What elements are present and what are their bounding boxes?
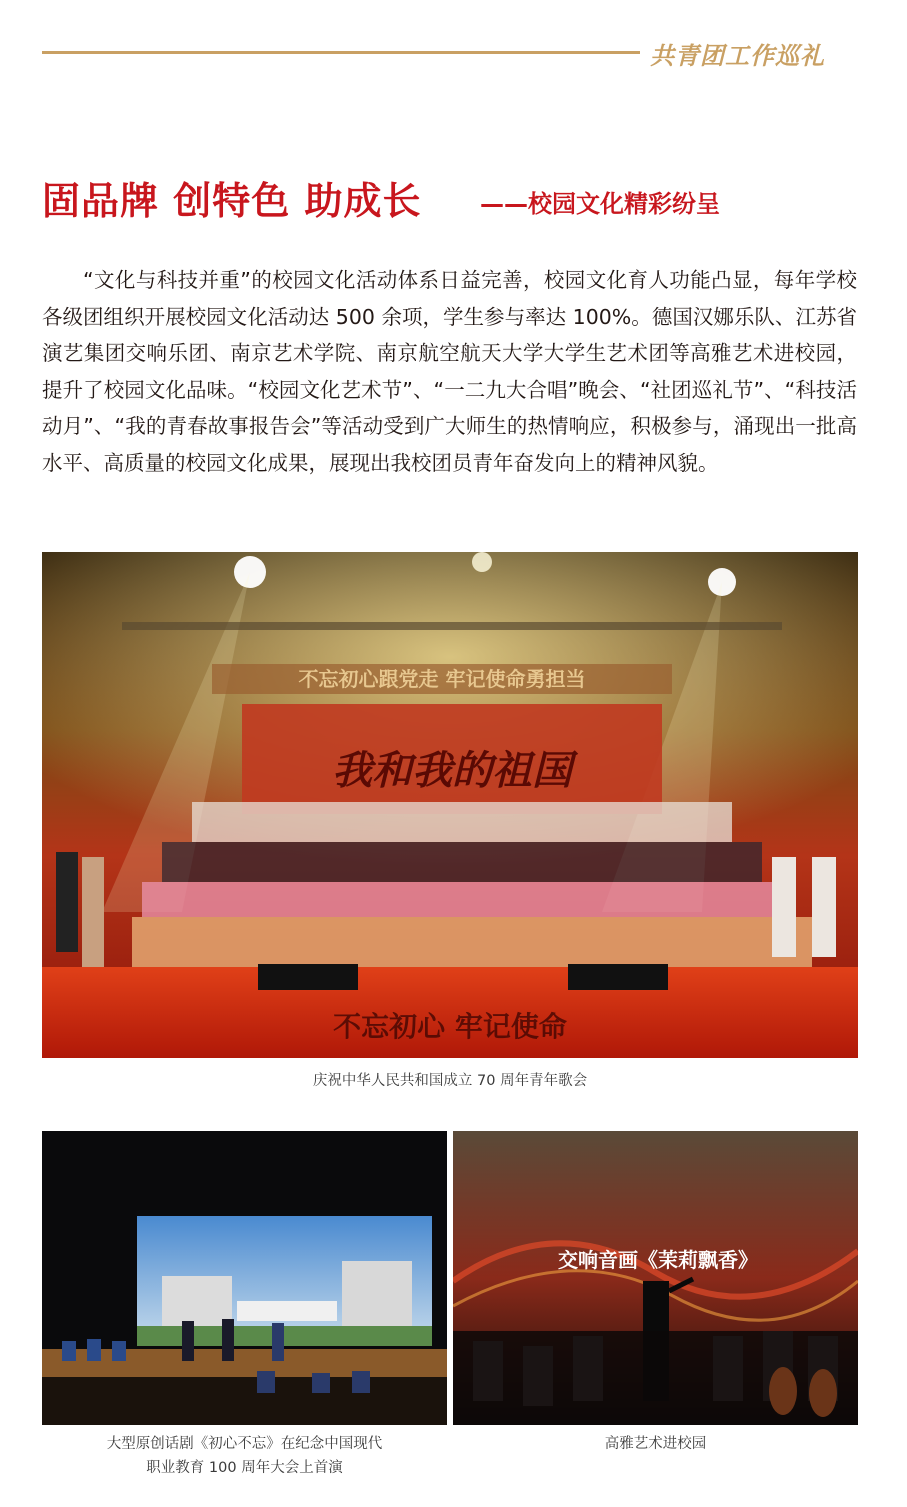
stage-title: 我和我的祖国 bbox=[332, 747, 572, 794]
page-subtitle: ——校园文化精彩纷呈 bbox=[480, 190, 720, 218]
screen-title: 交响音画《茉莉飘香》 bbox=[558, 1248, 758, 1272]
stage-front-text: 不忘初心 牢记使命 bbox=[333, 1010, 567, 1043]
drama-caption-line1: 大型原创话剧《初心不忘》在纪念中国现代 bbox=[106, 1436, 383, 1452]
concert-photo bbox=[42, 552, 858, 1058]
concert-caption: 庆祝中华人民共和国成立 70 周年青年歌会 bbox=[312, 1073, 588, 1089]
drama-caption-line2: 职业教育 100 周年大会上首演 bbox=[146, 1460, 343, 1476]
drama-photo bbox=[42, 1131, 447, 1425]
orchestra-caption: 高雅艺术进校园 bbox=[604, 1436, 707, 1452]
top-banner-text: 不忘初心跟党走 牢记使命勇担当 bbox=[298, 667, 586, 691]
page-title: 固品牌 创特色 助成长 bbox=[42, 179, 422, 223]
header-rule bbox=[42, 51, 640, 54]
body-paragraph: “文化与科技并重”的校园文化活动体系日益完善，校园文化育人功能凸显，每年学校各级团组织开展校园文化活动达 500 余项，学生参与率达 100%。德国汉娜乐队、江苏省演艺集团交响乐团、南京艺术学院、南京航空航天大学大学生艺术团等高雅艺术进校园，提升了校园文化品味。“校园文化艺术节”、“一二九大合唱”晚会、“社团巡礼节”、“科技活动月”、“我的青春故事报告会”等活动受到广大师生的热情响应，积极参与，涌现出一批高水平、高质量的校园文化成果，展现出我校团员青年奋发向上的精神风貌。 bbox=[42, 268, 857, 475]
orchestra-photo bbox=[453, 1131, 858, 1425]
section-tag: 共青团工作巡礼 bbox=[650, 42, 825, 70]
drama-caption bbox=[42, 1432, 447, 1480]
